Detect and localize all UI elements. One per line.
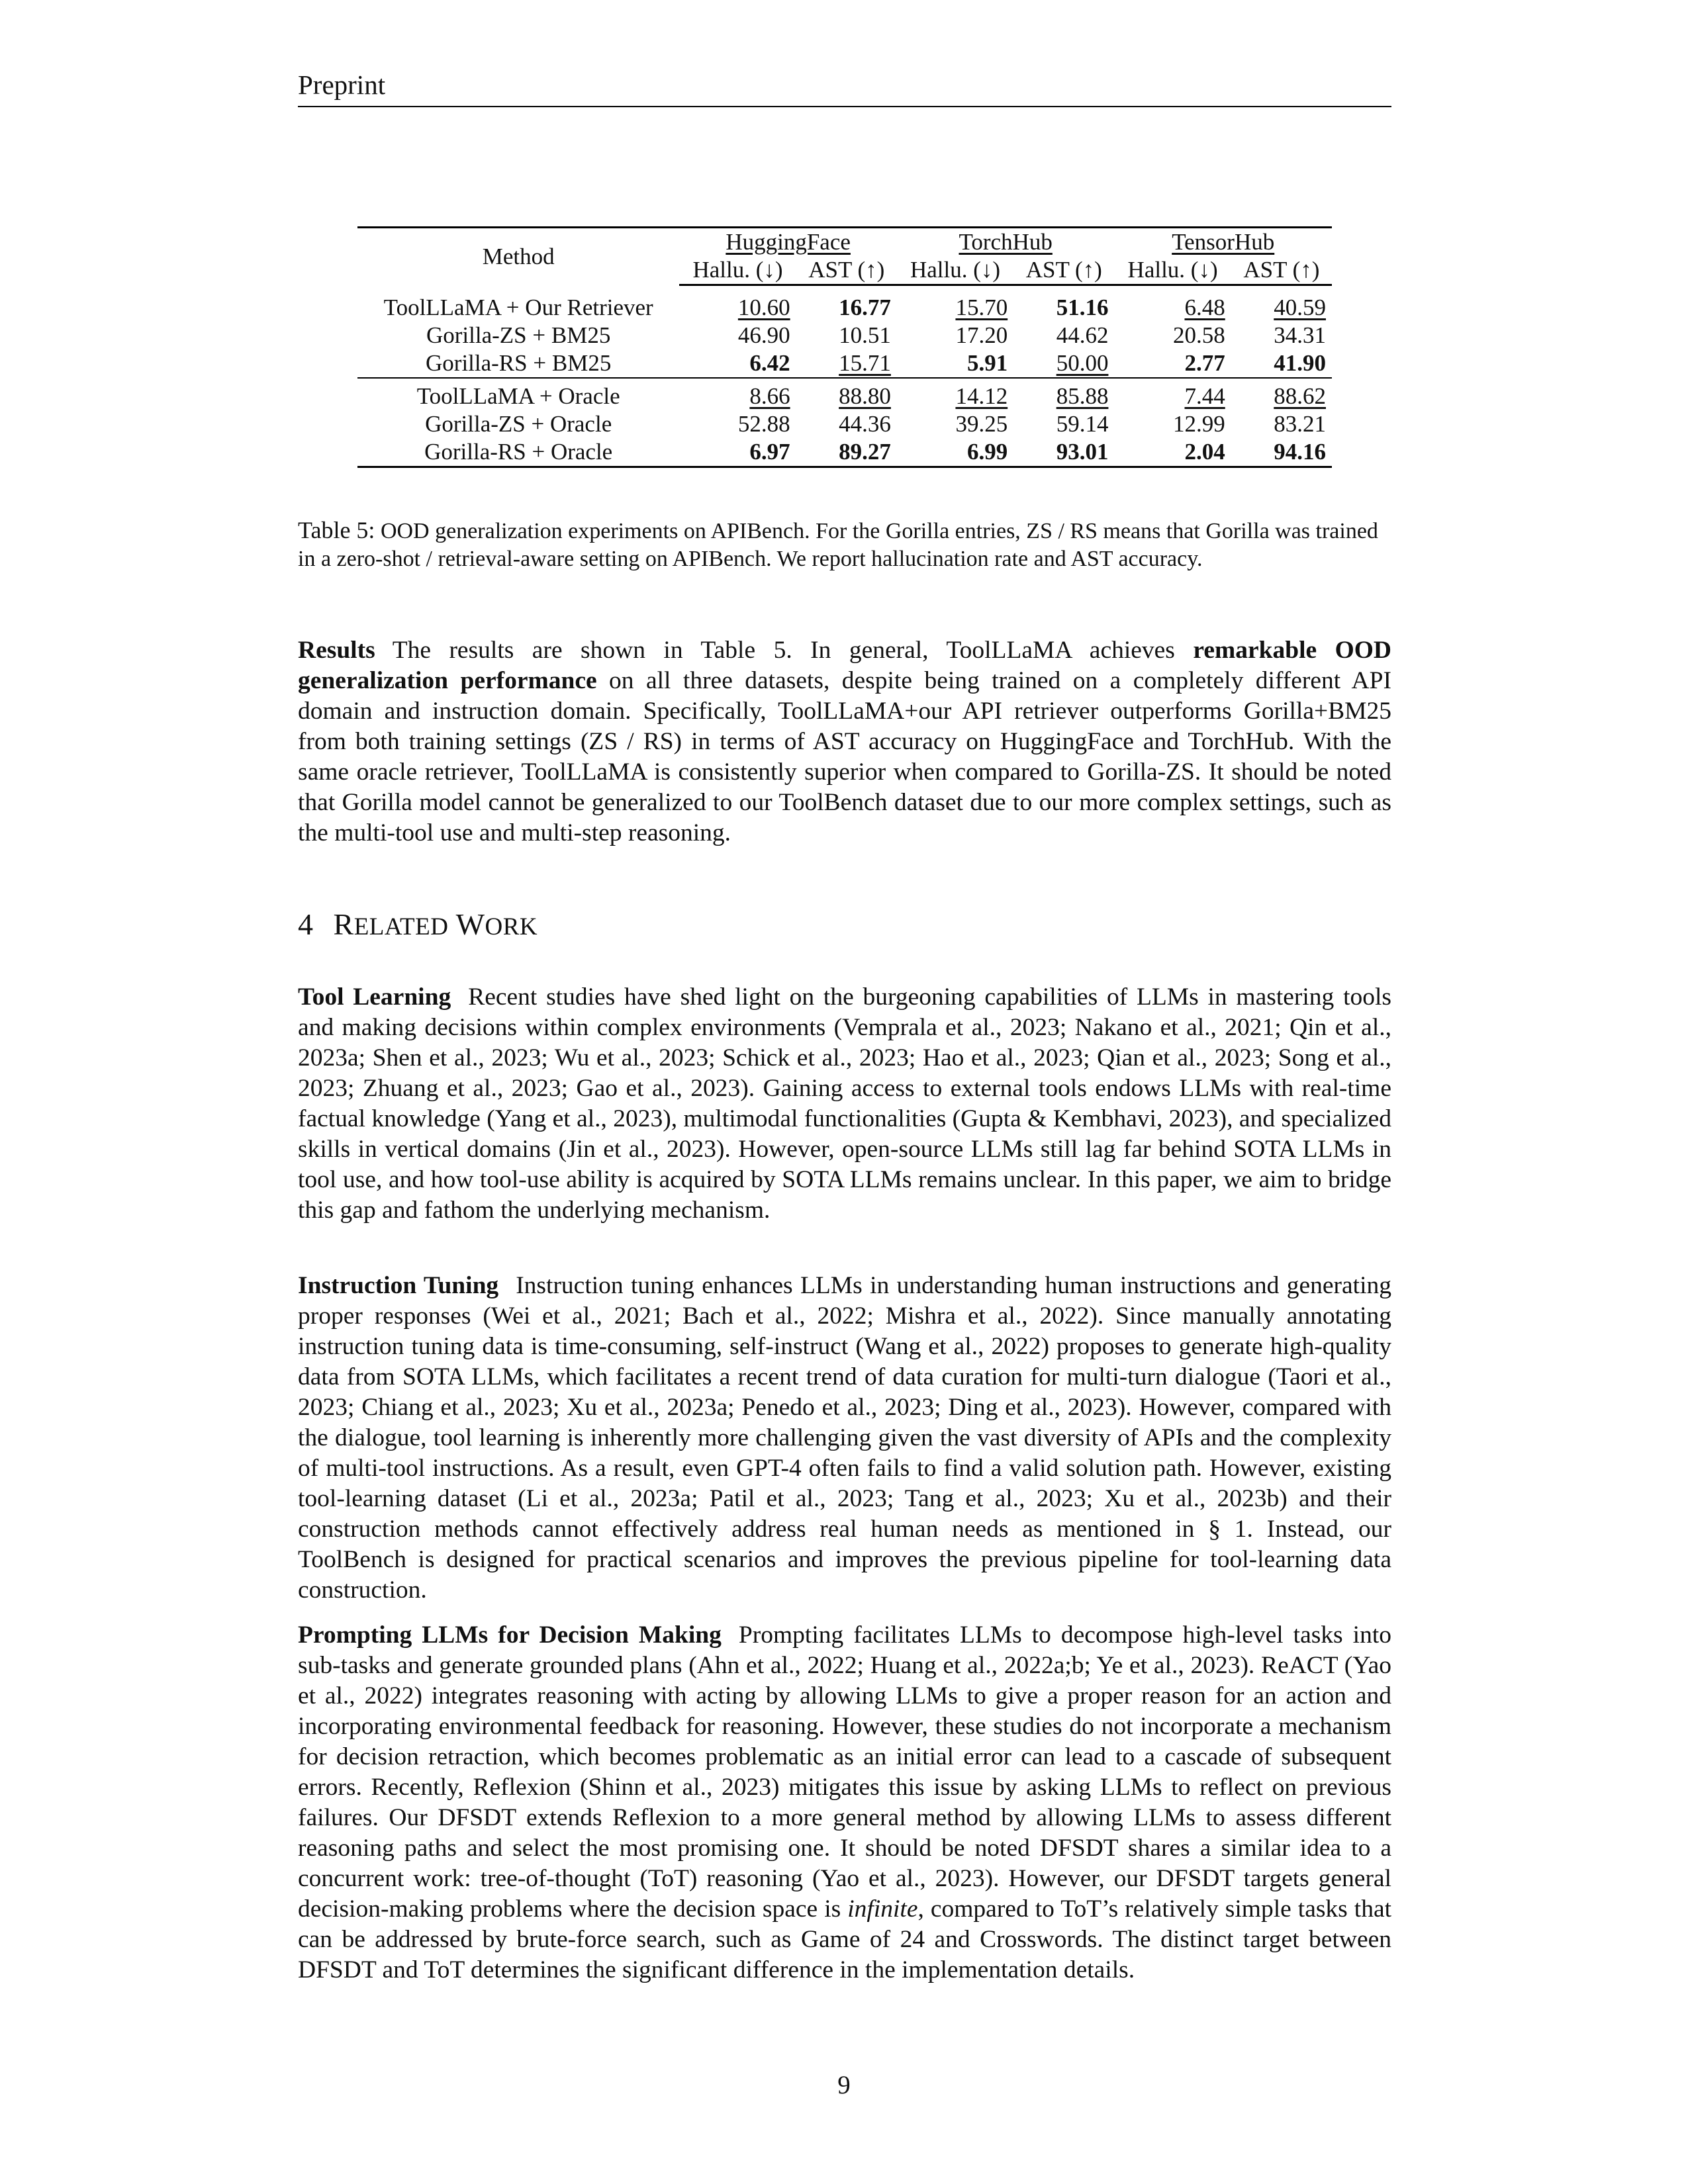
cell: 6.99 [897, 438, 1013, 467]
cell: 51.16 [1056, 295, 1109, 320]
cell: 85.88 [1056, 383, 1109, 409]
cell: 20.58 [1172, 322, 1225, 348]
method-header: Method [357, 228, 679, 285]
running-title: Preprint [298, 69, 386, 100]
cell: 59.14 [1056, 411, 1109, 437]
table-row [357, 438, 1332, 467]
table-row [357, 349, 1332, 378]
cell: 8.66 [749, 383, 790, 409]
cell: 17.20 [955, 322, 1008, 348]
cell: 52.88 [737, 411, 790, 437]
cell: 34.31 [1274, 322, 1326, 348]
instruction-tuning-paragraph [298, 1271, 1391, 1606]
paragraph-emphasis: remarkable OOD generalization performance [298, 637, 1392, 694]
paragraph-italic: infinite [847, 1895, 918, 1923]
metric-ast-header: AST (↑) [1013, 256, 1114, 285]
row-method: Gorilla-RS + Oracle [357, 438, 679, 467]
paragraph-heading: Prompting LLMs for Decision Making [298, 1621, 722, 1649]
cell: 89.27 [796, 438, 897, 467]
cell: 12.99 [1172, 411, 1225, 437]
metric-hallu-header: Hallu. (↓) [679, 256, 796, 285]
paragraph-text: Recent studies have shed light on the burgeoning capabilities of LLMs in mastering tools and making decisions within complex environments (Vemprala et al., 2023; Nakano et al., 2021; Qin et al., 2023a; Shen et al., 2023; Wu et al., 2023; Schick et al., 2023; Hao et al., 2023; Qian et al., 2023; Song et al., 2023; Zhuang et al., 2023; Gao et al., 2023). Gaining access to external tools endows LLMs with real-time factual knowledge (Yang et al., 2023), multimodal functionalities (Gupta & Kembhavi, 2023), and specialized skills in vertical domains (Jin et al., 2023). However, open-source LLMs still lag far behind SOTA LLMs in tool use, and how tool-use ability is acquired by SOTA LLMs remains unclear. In this paper, we aim to bridge this gap and fathom the underlying mechanism. [298, 983, 1392, 1224]
metric-hallu-header: Hallu. (↓) [1114, 256, 1231, 285]
cell: 2.04 [1114, 438, 1231, 467]
section-title: 4 RELATED WORK [298, 907, 538, 941]
metric-ast-header: AST (↑) [796, 256, 897, 285]
cell: 41.90 [1231, 349, 1332, 378]
row-method: ToolLLaMA + Our Retriever [383, 295, 653, 320]
paragraph-heading: Results [298, 637, 375, 664]
row-method: Gorilla-ZS + BM25 [426, 322, 611, 348]
cell: 39.25 [955, 411, 1008, 437]
cell: 93.01 [1013, 438, 1114, 467]
table-row [357, 383, 1332, 410]
cell: 16.77 [839, 295, 891, 320]
cell: 44.62 [1056, 322, 1109, 348]
cell: 44.36 [839, 411, 891, 437]
prompting-paragraph [298, 1620, 1391, 1985]
cell: 15.71 [796, 349, 897, 378]
cell: 94.16 [1231, 438, 1332, 467]
row-method: ToolLLaMA + Oracle [416, 383, 620, 409]
cell: 6.97 [679, 438, 796, 467]
caption-label: Table 5: [298, 517, 375, 543]
paragraph-text: Instruction tuning enhances LLMs in understanding human instructions and generating proper responses (Wei et al., 2021; Bach et al., 2022; Mishra et al., 2022). Since manually annotating instruction tuning data is time-consuming, self-instruct (Wang et al., 2022) proposes to generate high-quality data from SOTA LLMs, which facilitates a recent trend of data curation for multi-turn dialogue (Taori et al., 2023; Chiang et al., 2023; Xu et al., 2023a; Penedo et al., 2023; Ding et al., 2023). However, compared with the dialogue, tool learning is inherently more challenging given the vast diversity of APIs and the complexity of multi-tool instructions. As a result, even GPT-4 often fails to find a valid solution path. However, existing tool-learning dataset (Li et al., 2023a; Patil et al., 2023; Tang et al., 2023; Xu et al., 2023b) and their construction methods cannot effectively address real human needs as mentioned in § 1. Instead, our ToolBench is designed for practical scenarios and improves the previous pipeline for tool-learning data construction. [298, 1272, 1391, 1604]
cell: 83.21 [1274, 411, 1326, 437]
paragraph-text: Prompting facilitates LLMs to decompose high-level tasks into sub-tasks and generate grounded plans (Ahn et al., 2022; Huang et al., 2022a;b; Ye et al., 2023). ReACT (Yao et al., 2022) integrates reasoning with acting by allowing LLMs to give a proper reason for an action and incorporating environmental feedback for reasoning. However, these studies do not incorporate a mechanism for decision retraction, which becomes problematic as an initial error can lead to a cascade of subsequent errors. Recently, Reflexion (Shinn et al., 2023) mitigates this issue by asking LLMs to reflect on previous failures. Our DFSDT extends Reflexion to a more general method by allowing LLMs to assess different reasoning paths and select the most promising one. It should be noted DFSDT shares a similar idea to a concurrent work: tree-of-thought (ToT) reasoning (Yao et al., 2023). However, our DFSDT targets general decision-making problems where the decision space is [298, 1621, 1391, 1923]
paragraph-text: The results are shown in Table 5. In general, ToolLLaMA achieves [392, 637, 1194, 664]
tool-learning-paragraph [298, 982, 1391, 1226]
cell: 6.42 [679, 349, 796, 378]
cell: 5.91 [897, 349, 1013, 378]
paragraph-text: on all three datasets, despite being trained on a completely different API domain and instruction domain. Specifically, ToolLLaMA+our API retriever outperforms Gorilla+BM25 from both training settings (ZS / RS) in terms of AST accuracy on HuggingFace and TorchHub. With the same oracle retriever, ToolLLaMA is consistently superior when compared to Gorilla-ZS. It should be noted that Gorilla model cannot be generalized to our ToolBench dataset due to our more complex settings, such as the multi-tool use and multi-step reasoning. [298, 667, 1391, 846]
cell: 2.77 [1114, 349, 1231, 378]
row-method: Gorilla-ZS + Oracle [425, 411, 612, 437]
cell: 7.44 [1184, 383, 1225, 409]
group-header-torchhub: TorchHub [959, 229, 1053, 255]
paragraph-heading: Tool Learning [298, 983, 451, 1011]
cell: 15.70 [955, 295, 1008, 320]
cell: 88.80 [839, 383, 891, 409]
cell: 88.62 [1274, 383, 1326, 409]
cell: 10.60 [737, 295, 790, 320]
metric-ast-header: AST (↑) [1231, 256, 1332, 285]
row-method: Gorilla-RS + BM25 [357, 349, 679, 378]
cell: 6.48 [1184, 295, 1225, 320]
cell: 10.51 [839, 322, 891, 348]
page-number: 9 [837, 2071, 851, 2099]
paragraph-heading: Instruction Tuning [298, 1272, 499, 1299]
cell: 40.59 [1274, 295, 1326, 320]
header-rule [298, 106, 1391, 107]
caption-text: OOD generalization experiments on APIBench. For the Gorilla entries, ZS / RS means that Gorilla was trained in a zero-shot / retrieval-aware setting on APIBench. We report hallucination rate and AST accuracy. [298, 519, 1378, 571]
table-row [357, 410, 1332, 438]
cell: 14.12 [955, 383, 1008, 409]
group-header-tensorhub: TensorHub [1172, 229, 1275, 255]
table-caption [298, 516, 1391, 573]
section-number: 4 [298, 907, 314, 941]
table-row [357, 294, 1332, 322]
group-header-huggingface: HuggingFace [726, 229, 851, 255]
paragraph-text: , compared to ToT’s relatively simple tasks that can be addressed by brute-force search, such as Game of 24 and Crosswords. The distinct target between DFSDT and ToT determines the significant difference in the implementation details. [298, 1895, 1392, 1983]
results-paragraph [298, 635, 1391, 848]
cell: 46.90 [737, 322, 790, 348]
results-table [357, 226, 1332, 468]
table-row [357, 322, 1332, 349]
cell: 50.00 [1013, 349, 1114, 378]
metric-hallu-header: Hallu. (↓) [897, 256, 1013, 285]
